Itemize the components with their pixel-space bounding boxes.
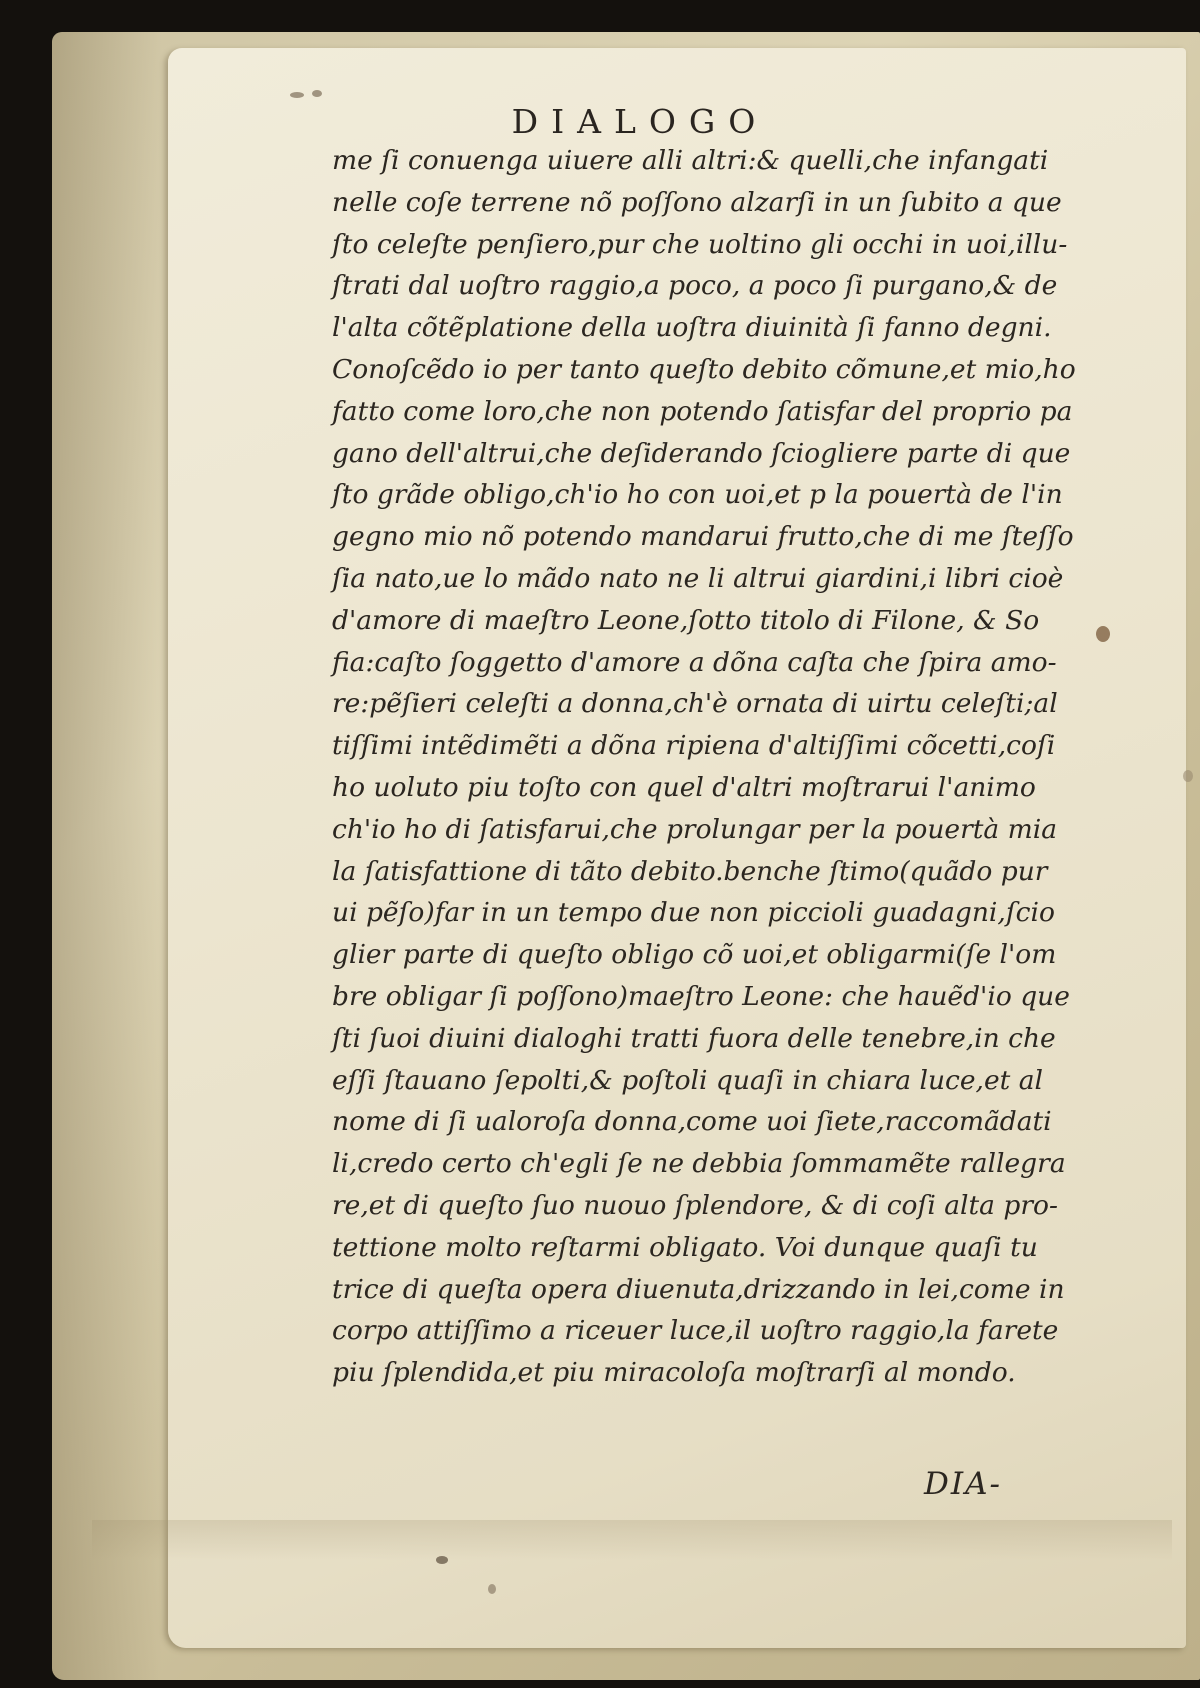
text-line: tettione molto reſtarmi obligato. Voi dunque quaſi tu (332, 1231, 1038, 1263)
text-line: ui pẽſo)far in un tempo due non piccioli guadagni,ſcio (332, 897, 1055, 929)
text-line: trice di queſta opera diuenuta,drizzando in lei,come in (332, 1273, 1065, 1305)
page-fold-shadow (92, 1520, 1172, 1560)
ink-speck (488, 1584, 496, 1594)
text-line: glier parte di queſto obligo cõ uoi,et obligarmi(ſe l'om (332, 939, 1057, 971)
running-head: DIALOGO (511, 102, 769, 141)
text-line: d'amore di maeſtro Leone,ſotto titolo di Filone, & So (332, 604, 1040, 636)
text-line: me ſi conuenga uiuere alli altri:& quelli,che infangati (332, 145, 1049, 176)
text-line: fatto come loro,che non potendo ſatisfar del proprio pa (332, 395, 1073, 427)
text-line: ch'io ho di ſatisfarui,che prolungar per la pouertà mia (332, 813, 1058, 845)
binding-shadow (52, 32, 162, 1680)
text-line: eſſi ſtauano ſepolti,& poſtoli quaſi in chiara luce,et al (332, 1064, 1044, 1096)
page-stain (1183, 770, 1193, 782)
text-line: li,credo certo ch'egli ſe ne debbia ſommamẽte rallegra (332, 1148, 1066, 1180)
text-line: bre obligar ſi poſſono)maeſtro Leone: che hauẽd'io que (332, 980, 1070, 1012)
text-line: la ſatisfattione di tãto debito.benche ſtimo(quãdo pur (332, 855, 1048, 887)
text-line: gegno mio nõ potendo mandarui frutto,che di me ſteſſo (332, 521, 1074, 553)
ink-speck (436, 1556, 448, 1564)
text-line: fia:caſto ſoggetto d'amore a dõna caſta che ſpira amo- (332, 646, 1057, 678)
text-line: ſto grãde obligo,ch'io ho con uoi,et p la pouertà de l'in (332, 479, 1063, 511)
ink-speck (312, 90, 322, 97)
text-line: ſia nato,ue lo mãdo nato ne li altrui giardini,i libri cioè (332, 562, 1064, 594)
text-line: piu ſplendida,et piu miracoloſa moſtrarſi al mondo. (332, 1357, 1016, 1389)
ink-speck (290, 92, 304, 98)
text-line: ſti ſuoi diuini dialoghi tratti fuora delle tenebre,in che (332, 1022, 1056, 1054)
text-line: re:pẽſieri celeſti a donna,ch'è ornata di uirtu celeſti;al (332, 688, 1058, 720)
text-line: re,et di queſto ſuo nuouo ſplendore, & di coſi alta pro- (332, 1189, 1058, 1221)
text-line: corpo attiſſimo a riceuer luce,il uoſtro raggio,la farete (332, 1315, 1059, 1347)
text-line: ſto celeſte penſiero,pur che uoltino gli occhi in uoi,illu- (332, 228, 1068, 260)
text-line: l'alta cõtẽplatione della uoſtra diuinità ſi fanno degni. (332, 312, 1052, 344)
text-line: nome di ſi ualoroſa donna,come uoi ſiete,raccomãdati (332, 1106, 1052, 1138)
text-line: tiſſimi intẽdimẽti a dõna ripiena d'altiſſimi cõcetti,coſi (332, 730, 1056, 762)
text-line: Conoſcẽdo io per tanto queſto debito cõmune,et mio,ho (332, 353, 1076, 385)
text-line: ſtrati dal uoſtro raggio,a poco, a poco ſi purgano,& de (332, 270, 1058, 302)
catchword: DIA- (924, 1466, 1002, 1502)
page-body-text (332, 140, 1132, 1394)
text-line: gano dell'altrui,che deſiderando ſciogliere parte di que (332, 437, 1071, 469)
text-line: nelle coſe terrene nõ poſſono alzarſi in un ſubito a que (332, 186, 1062, 218)
text-line: ho uoluto piu toſto con quel d'altri moſtrarui l'animo (332, 771, 1036, 803)
